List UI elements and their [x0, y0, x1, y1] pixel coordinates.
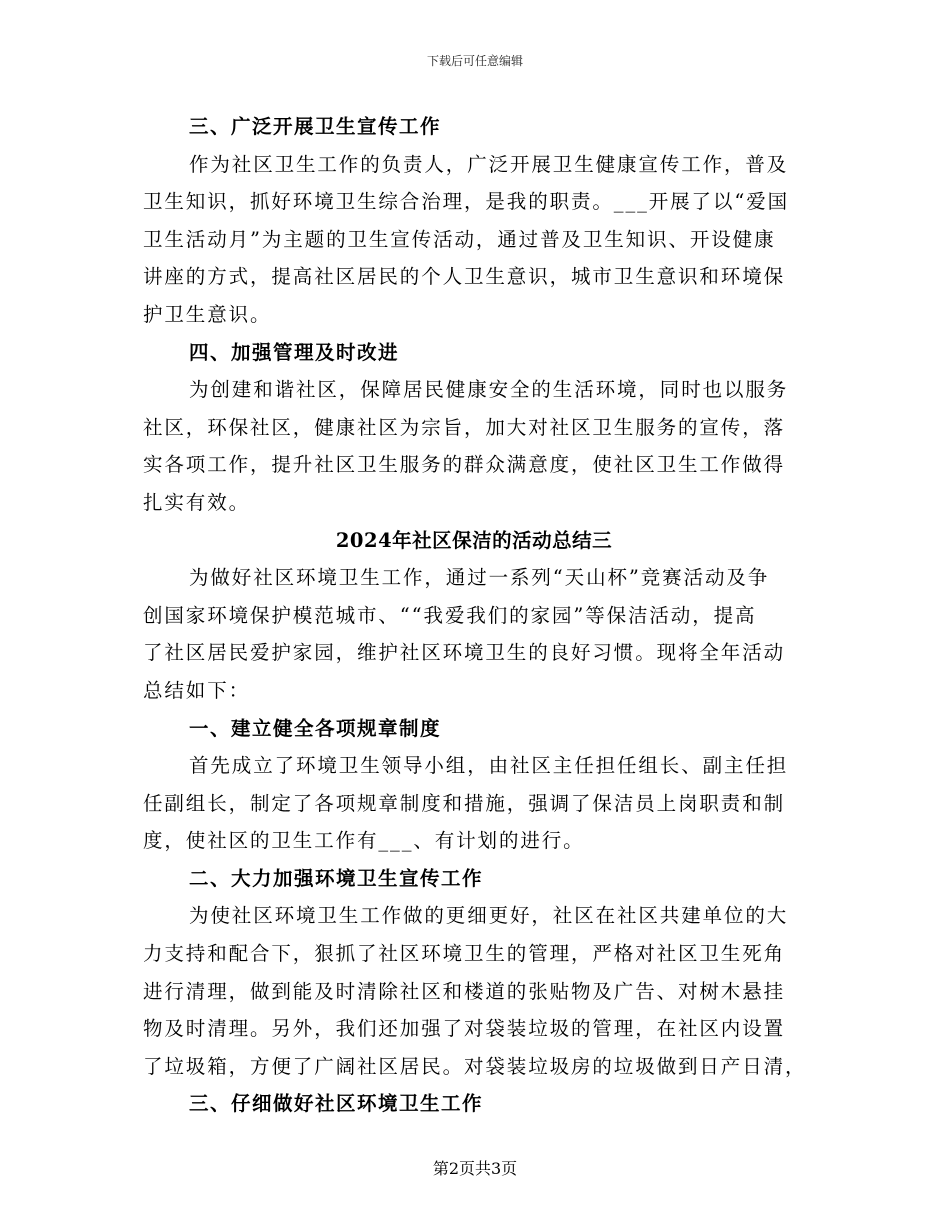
- paragraph-line: 物及时清理。另外，我们还加强了对袋装垃圾的管理，在社区内设置: [143, 1017, 786, 1041]
- document-title: 2024年社区保洁的活动总结三: [335, 528, 613, 552]
- page-footer: 第2页共3页: [432, 1159, 518, 1178]
- paragraph-line: 卫生活动月”为主题的卫生宣传活动，通过普及卫生知识、开设健康: [143, 227, 776, 251]
- paragraph-line: 护卫生意识。: [143, 302, 272, 326]
- paragraph-line: 了社区居民爱护家园，维护社区环境卫生的良好习惯。现将全年活动: [143, 641, 786, 665]
- paragraph-first-line: 为创建和谐社区，保障居民健康安全的生活环境，同时也以服务: [189, 378, 789, 402]
- document-body: [143, 108, 805, 1123]
- section-heading: 一、建立健全各项规章制度: [189, 716, 442, 740]
- paragraph-line: 扎实有效。: [143, 490, 251, 514]
- section-heading: 三、广泛开展卫生宣传工作: [189, 115, 442, 138]
- paragraph-line: 卫生知识，抓好环境卫生综合治理，是我的职责。___开展了以“爱国: [143, 190, 790, 214]
- paragraph-line: 创国家环境保护模范城市、““我爱我们的家园”等保洁活动，提高: [143, 603, 757, 627]
- paragraph-line: 社区，环保社区，健康社区为宗旨，加大对社区卫生服务的宣传，落: [143, 415, 786, 439]
- section-heading: 二、大力加强环境卫生宣传工作: [189, 866, 484, 890]
- paragraph-line: 进行清理，做到能及时清除社区和楼道的张贴物及广告、对树木悬挂: [143, 979, 786, 1003]
- paragraph-line: 任副组长，制定了各项规章制度和措施，强调了保洁员上岗职责和制: [143, 791, 786, 815]
- paragraph-line: 了垃圾箱，方便了广阔社区居民。对袋装垃圾房的垃圾做到日产日清，: [143, 1054, 807, 1078]
- section-heading: 四、加强管理及时改进: [189, 340, 400, 364]
- header-note: 下载后可任意编辑: [426, 54, 523, 68]
- section-heading: 三、仔细做好社区环境卫生工作: [189, 1092, 484, 1116]
- paragraph-first-line: 作为社区卫生工作的负责人，广泛开展卫生健康宣传工作，普及: [189, 152, 789, 176]
- paragraph-first-line: 为做好社区环境卫生工作，通过一系列“天山杯”竞赛活动及争: [189, 566, 770, 590]
- paragraph-line: 力支持和配合下，狠抓了社区环境卫生的管理，严格对社区卫生死角: [143, 942, 786, 966]
- paragraph-first-line: 首先成立了环境卫生领导小组，由社区主任担任组长、副主任担: [189, 754, 789, 778]
- paragraph-line: 总结如下：: [143, 678, 251, 702]
- paragraph-line: 实各项工作，提升社区卫生服务的群众满意度，使社区卫生工作做得: [143, 453, 786, 477]
- paragraph-line: 度，使社区的卫生工作有___、有计划的进行。: [143, 829, 585, 853]
- paragraph-line: 讲座的方式，提高社区居民的个人卫生意识，城市卫生意识和环境保: [143, 265, 786, 289]
- paragraph-first-line: 为使社区环境卫生工作做的更细更好，社区在社区共建单位的大: [189, 904, 789, 928]
